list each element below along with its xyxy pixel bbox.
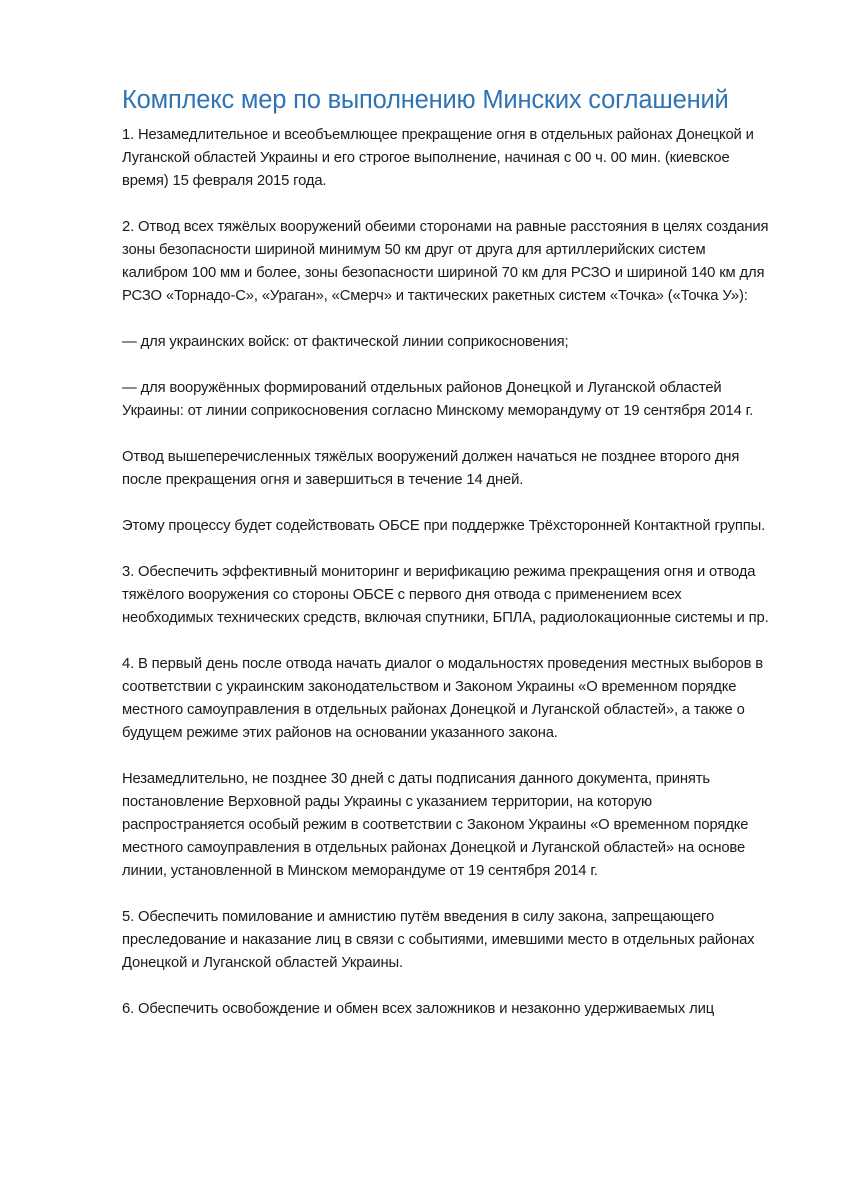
paragraph-item-2-weapons-withdrawal: 2. Отвод всех тяжёлых вооружений обеими сторонами на равные расстояния в целях создания зоны безопасности шириной минимум 50 км друг от друга для артиллерийских систем калибром 100 мм и более, зоны безопасности шириной 70 км для РСЗО и шириной 140 км для РСЗО «Торнадо-С», «Ураган», «Смерч» и тактических ракетных систем «Точка» («Точка У»):: [122, 219, 769, 304]
document-content: [122, 82, 772, 1044]
paragraph-item-1-ceasefire: 1. Незамедлительное и всеобъемлющее прекращение огня в отдельных районах Донецкой и Луганской областей Украины и его строгое выполнение, начиная с 00 ч. 00 мин. (киевское время) 15 февраля 2015 года.: [122, 127, 754, 189]
paragraph-withdrawal-timing: Отвод вышеперечисленных тяжёлых вооружений должен начаться не позднее второго дня после прекращения огня и завершиться в течение 14 дней.: [122, 449, 740, 488]
paragraph-item-4-local-elections: 4. В первый день после отвода начать диалог о модальностях проведения местных выборов в соответствии с украинским законодательством и Законом Украины «О временном порядке местного самоуправления в отдельных районах Донецкой и Луганской областей», а также о будущем режиме этих районов на основании указанного закона.: [122, 656, 764, 741]
document-title: Комплекс мер по выполнению Минских соглашений: [122, 86, 729, 114]
paragraph-ukrainian-troops: — для украинских войск: от фактической линии соприкосновения;: [122, 334, 569, 350]
paragraph-armed-formations: — для вооружённых формирований отдельных районов Донецкой и Луганской областей Украины: от линии соприкосновения согласно Минскому меморандуму от 19 сентября 2014 г.: [122, 380, 754, 419]
paragraph-rada-resolution: Незамедлительно, не позднее 30 дней с даты подписания данного документа, принять постановление Верховной рады Украины с указанием территории, на которую распространяется особый режим в соответствии с Законом Украины «О временном порядке местного самоуправления в отдельных районах Донецкой и Луганской областей» на основе линии, установленной в Минском меморандуме от 19 сентября 2014 г.: [122, 771, 749, 879]
paragraph-item-5-amnesty: 5. Обеспечить помилование и амнистию путём введения в силу закона, запрещающего преследование и наказание лиц в связи с событиями, имевшими место в отдельных районах Донецкой и Луганской областей Украины.: [122, 909, 755, 971]
paragraph-item-6-hostages: 6. Обеспечить освобождение и обмен всех заложников и незаконно удерживаемых лиц: [122, 1001, 715, 1017]
paragraph-osce-support: Этому процессу будет содействовать ОБСЕ при поддержке Трёхсторонней Контактной группы.: [122, 518, 766, 534]
paragraph-item-3-monitoring: 3. Обеспечить эффективный мониторинг и верификацию режима прекращения огня и отвода тяжёлого вооружения со стороны ОБСЕ с первого дня отвода с применением всех необходимых технических средств, включая спутники, БПЛА, радиолокационные системы и пр.: [122, 564, 769, 626]
